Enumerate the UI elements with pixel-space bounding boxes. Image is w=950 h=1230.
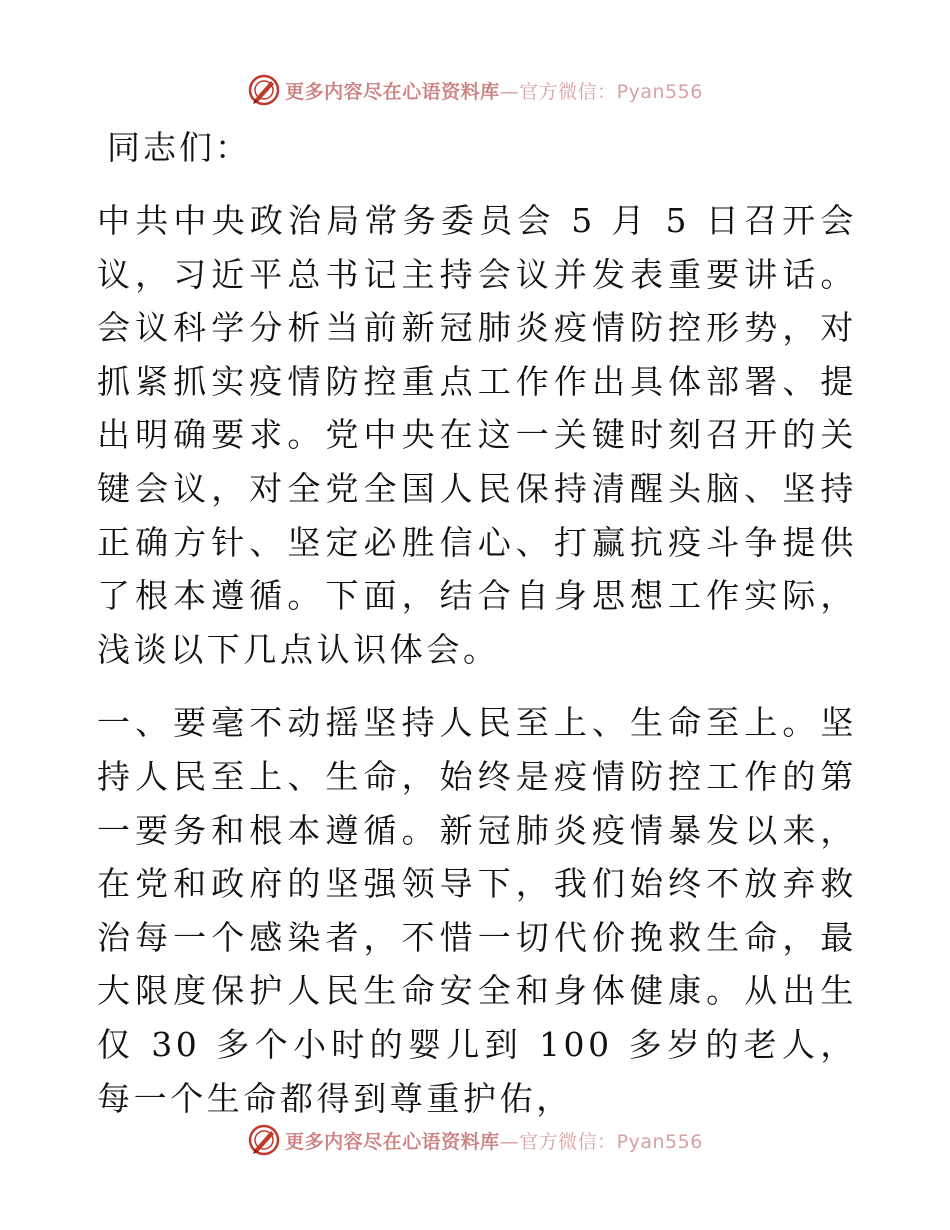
header-banner-site: 更多内容尽在心语资料库 (285, 80, 500, 103)
header-banner-separator: — (499, 80, 520, 103)
pen-circle-logo-icon (247, 1123, 281, 1157)
footer-banner-separator: — (499, 1130, 520, 1153)
paragraph-point-one: 一、要毫不动摇坚持人民至上、生命至上。坚持人民至上、生命，始终是疫情防控工作的第一要务和根本遵循。新冠肺炎疫情暴发以来，在党和政府的坚强领导下，我们始终不放弃救治每一个感染者，不惜一切代价挽救生命，最大限度保护人民生命安全和身体健康。从出生仅 30 多个小时的婴儿到 100 多岁的老人，每一个生命都得到尊重护佑， (97, 703, 857, 1118)
salutation: 同志们： (107, 128, 251, 167)
footer-watermark-banner (0, 1120, 950, 1160)
header-watermark-banner (0, 70, 950, 110)
footer-banner-site: 更多内容尽在心语资料库 (285, 1130, 500, 1153)
header-banner-text (285, 77, 703, 104)
paragraph-intro: 中共中央政治局常务委员会 5 月 5 日召开会议，习近平总书记主持会议并发表重要讲话。会议科学分析当前新冠肺炎疫情防控形势，对抓紧抓实疫情防控重点工作作出具体部署、提出明确要求。党中央在这一关键时刻召开的关键会议，对全党全国人民保持清醒头脑、坚持正确方针、坚定必胜信心、打赢抗疫斗争提供了根本遵循。下面，结合自身思想工作实际，浅谈以下几点认识体会。 (97, 201, 857, 669)
footer-banner-contact: 官方微信：Pyan556 (519, 1130, 703, 1153)
pen-circle-logo-icon (247, 73, 281, 107)
header-banner-contact: 官方微信：Pyan556 (519, 80, 703, 103)
document-body (97, 122, 857, 1125)
footer-banner-text (285, 1127, 703, 1154)
